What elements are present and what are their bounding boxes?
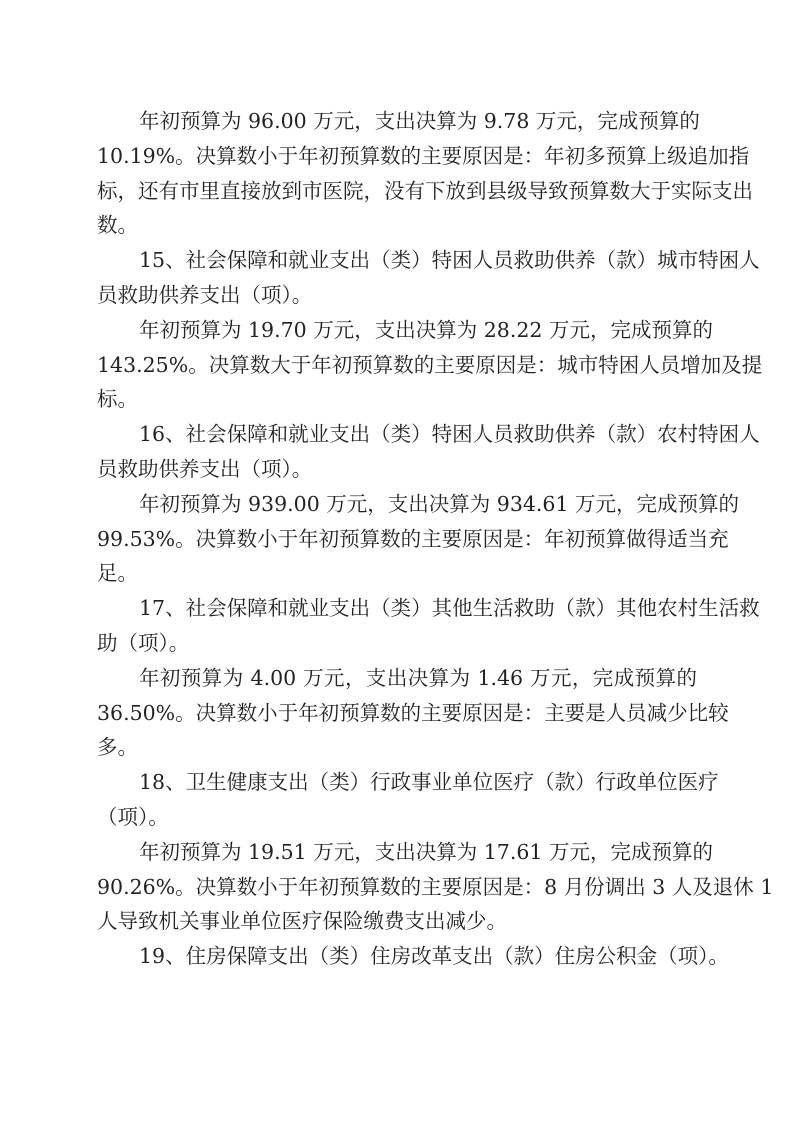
paragraph — [97, 661, 729, 765]
text-line: 15、社会保障和就业支出（类）特困人员救助供养（款）城市特困人 — [139, 248, 760, 273]
paragraph — [97, 591, 760, 661]
text-line: 年初预算为 96.00 万元，支出决算为 9.78 万元，完成预算的 — [139, 109, 700, 133]
paragraph — [97, 104, 753, 243]
text-line: 多。 — [97, 735, 138, 760]
text-line: 助（项）。 — [97, 630, 190, 655]
text-line: 17、社会保障和就业支出（类）其他生活救助（款）其他农村生活救 — [139, 596, 760, 621]
text-line: 19、住房保障支出（类）住房改革支出（款）住房公积金（项）。 — [139, 944, 729, 969]
document-page — [97, 104, 774, 974]
text-line: 年初预算为 19.70 万元，支出决算为 28.22 万元，完成预算的 — [139, 317, 713, 342]
text-line: 18、卫生健康支出（类）行政事业单位医疗（款）行政单位医疗 — [139, 770, 719, 795]
paragraph — [97, 243, 760, 313]
paragraph — [97, 417, 760, 487]
text-line: 员救助供养支出（项）。 — [97, 456, 313, 481]
text-line: 143.25%。决算数大于年初预算数的主要原因是：城市特困人员增加及提 — [97, 352, 763, 377]
text-line: 10.19%。决算数小于年初预算数的主要原因是：年初多预算上级追加指 — [97, 143, 750, 168]
text-line: 员救助供养支出（项）。 — [97, 282, 313, 307]
paragraph — [97, 939, 729, 974]
paragraph — [97, 313, 763, 417]
paragraph — [97, 835, 774, 939]
text-line: 年初预算为 19.51 万元，支出决算为 17.61 万元，完成预算的 — [139, 839, 713, 864]
text-line: 标，还有市里直接放到市医院，没有下放到县级导致预算数大于实际支出 — [97, 178, 753, 203]
text-line: 36.50%。决算数小于年初预算数的主要原因是：主要是人员减少比较 — [97, 700, 729, 725]
paragraph — [97, 487, 740, 591]
text-line: 标。 — [97, 387, 138, 412]
text-line: 数。 — [97, 213, 138, 238]
text-line: 年初预算为 939.00 万元，支出决算为 934.61 万元，完成预算的 — [139, 491, 740, 516]
text-line: 99.53%。决算数小于年初预算数的主要原因是：年初预算做得适当充 — [97, 526, 729, 551]
text-line: 人导致机关事业单位医疗保险缴费支出减少。 — [97, 909, 507, 934]
paragraph — [97, 765, 719, 835]
text-line: （项）。 — [97, 804, 169, 829]
text-line: 16、社会保障和就业支出（类）特困人员救助供养（款）农村特困人 — [139, 422, 760, 447]
text-line: 足。 — [97, 561, 138, 586]
text-line: 90.26%。决算数小于年初预算数的主要原因是：8 月份调出 3 人及退休 1 — [97, 874, 774, 899]
text-line: 年初预算为 4.00 万元，支出决算为 1.46 万元，完成预算的 — [139, 665, 697, 690]
